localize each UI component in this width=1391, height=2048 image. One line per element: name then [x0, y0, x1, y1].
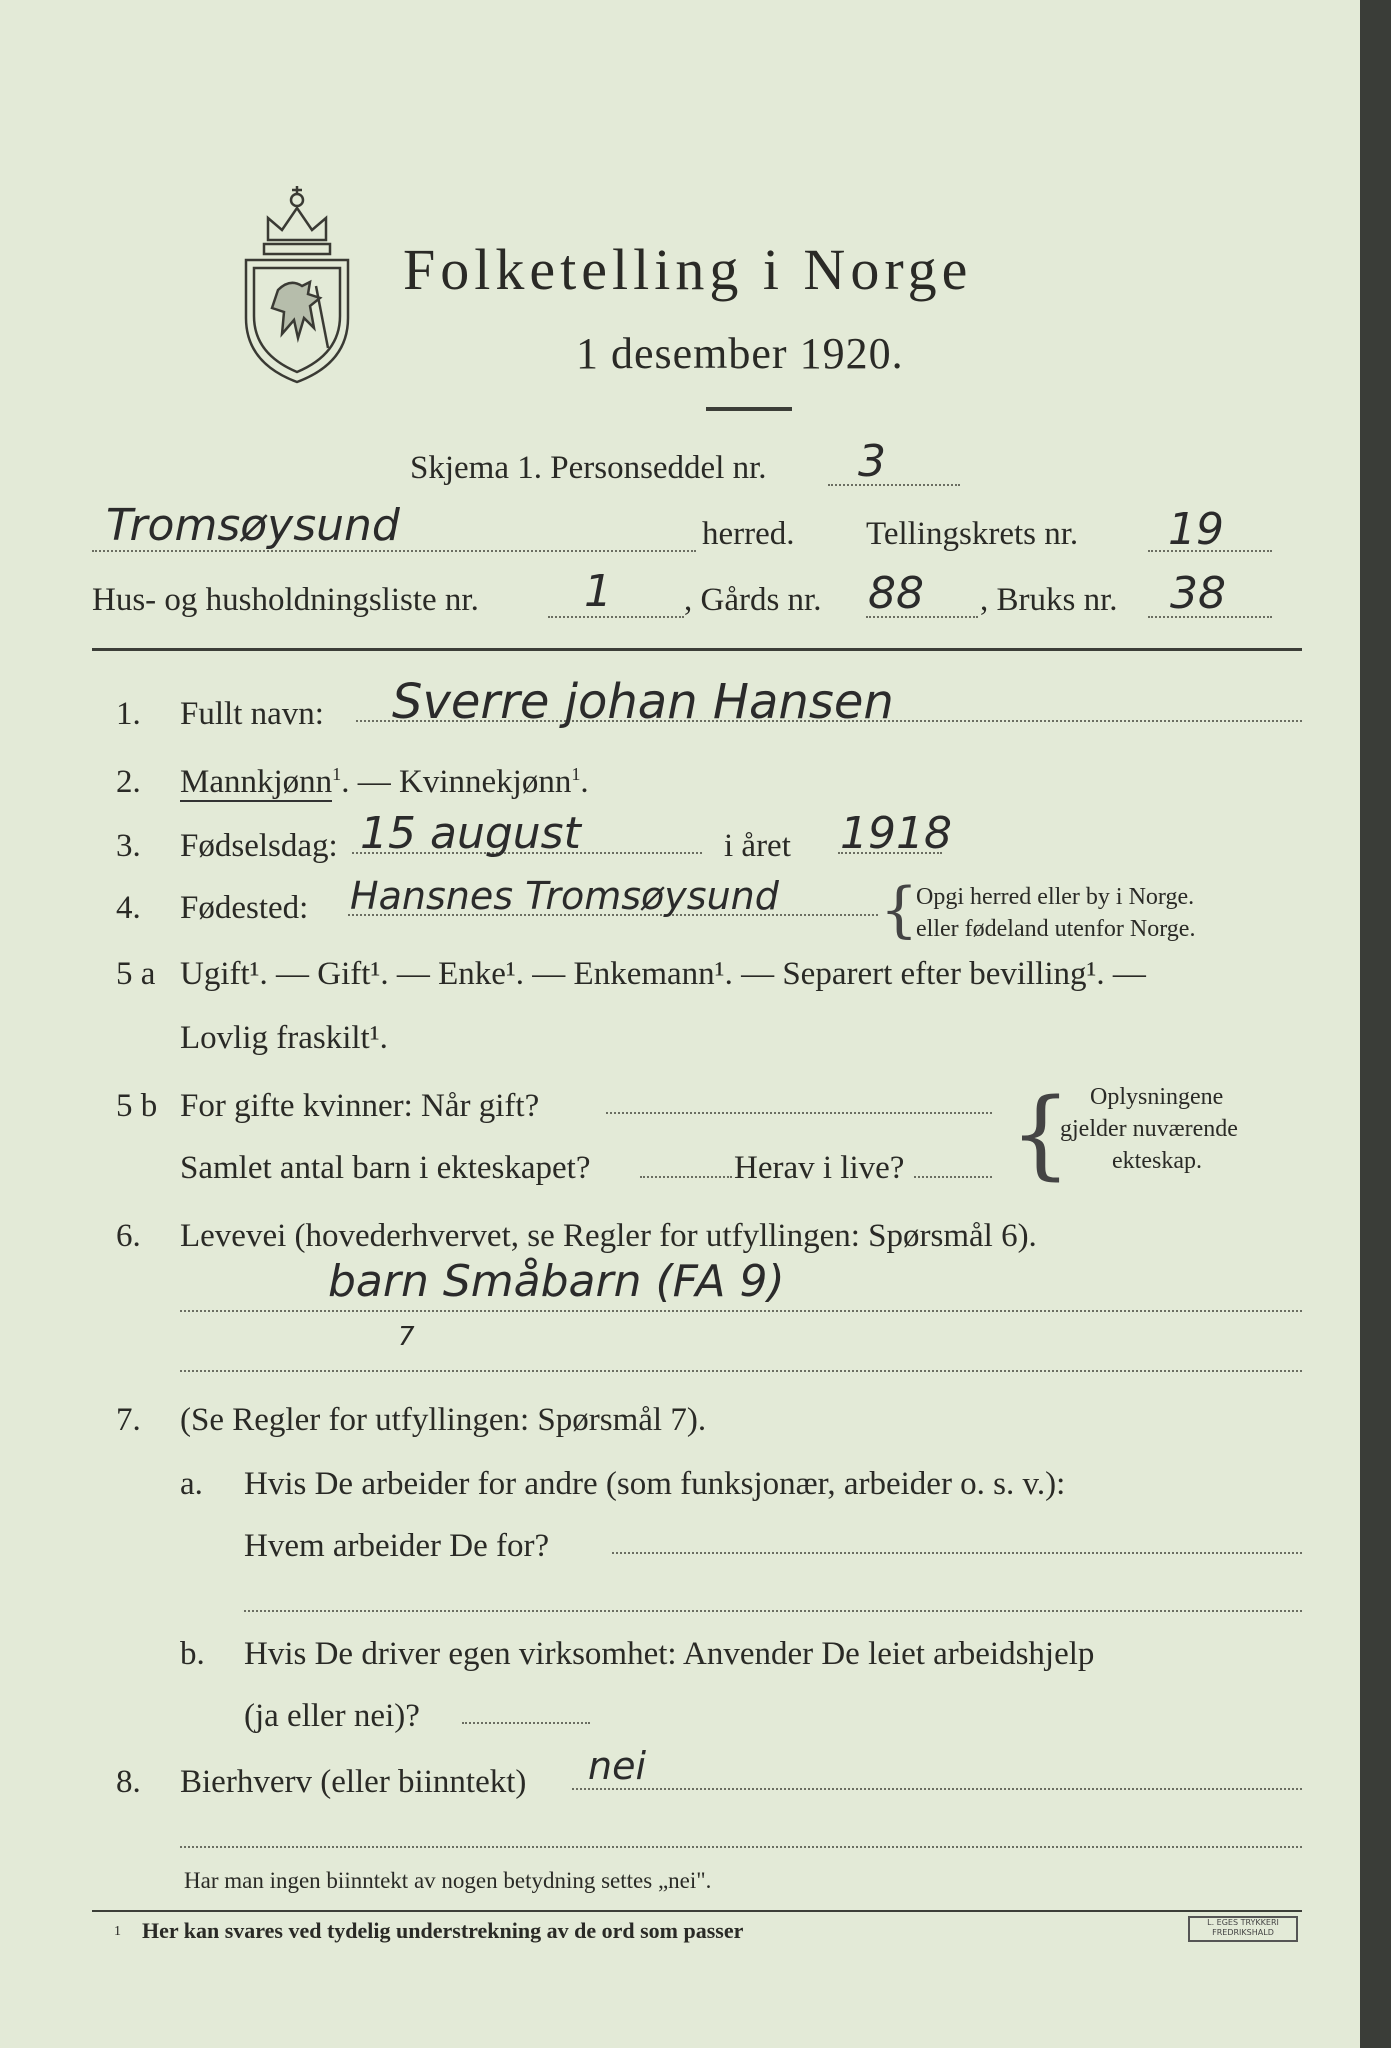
q4-brace: { — [880, 875, 919, 945]
q8-label: Bierhverv (eller biinntekt) — [180, 1764, 527, 1800]
q4-value: Hansnes Tromsøysund — [350, 874, 779, 918]
q5a-number: 5 a — [116, 956, 156, 992]
krets-label: Tellingskrets nr. — [866, 516, 1079, 552]
q5b-children-label: Samlet antal barn i ekteskapet? — [180, 1150, 591, 1186]
q7a-line-1 — [612, 1552, 1302, 1554]
q5a-text: Ugift¹. — Gift¹. — Enke¹. — Enkemann¹. — Separert efter bevilling¹. — — [180, 956, 1146, 992]
q8-line-1 — [572, 1788, 1302, 1790]
scan-edge — [1360, 0, 1391, 2048]
schema-number-line — [828, 484, 960, 486]
q5b-note-2: gjelder nuværende — [1060, 1116, 1238, 1142]
bruks-label: , Bruks nr. — [980, 582, 1118, 618]
footer-rule — [92, 1910, 1302, 1912]
section-rule — [92, 648, 1302, 651]
household-list-label: Hus- og husholdningsliste nr. — [92, 582, 479, 618]
household-list-line — [548, 616, 684, 618]
q6-line-1 — [180, 1310, 1302, 1312]
footnote-number: 1 — [114, 1924, 121, 1939]
q7a-text-2: Hvem arbeider De for? — [244, 1528, 550, 1564]
q8-line-2 — [180, 1846, 1302, 1848]
q5b-married-line — [606, 1112, 992, 1114]
title-divider — [706, 407, 792, 411]
q6-number: 6. — [116, 1218, 141, 1254]
krets-value: 19 — [1168, 504, 1224, 555]
q5b-alive-line — [914, 1176, 992, 1178]
form-title: Folketelling i Norge — [403, 237, 973, 302]
q2-text: Mannkjønn$^1$. — Kvinnekjønn$^1$. — [180, 764, 589, 800]
q3-value: 15 august — [360, 808, 581, 859]
q7b-text: Hvis De driver egen virksomhet: Anvender De leiet arbeidshjelp — [244, 1636, 1095, 1672]
q2-number: 2. — [116, 764, 141, 800]
q1-number: 1. — [116, 696, 141, 732]
municipality-name: Tromsøysund — [106, 500, 400, 551]
census-date: 1 desember 1920. — [576, 329, 904, 378]
q2-end: . — [580, 764, 589, 800]
q3-label: Fødselsdag: — [180, 828, 338, 864]
q4-note-2: eller fødeland utenfor Norge. — [916, 916, 1196, 942]
schema-number: 3 — [858, 436, 886, 487]
q5b-label: For gifte kvinner: Når gift? — [180, 1088, 540, 1124]
q3-year-label: i året — [724, 828, 791, 864]
q7a-line-2 — [244, 1610, 1302, 1612]
q5b-children-line — [640, 1176, 732, 1178]
q7a-letter: a. — [180, 1466, 203, 1502]
herred-label: herred. — [702, 516, 795, 552]
q4-label: Fødested: — [180, 890, 309, 926]
q7-number: 7. — [116, 1402, 141, 1438]
footnote-text: Her kan svares ved tydelig understrekning av de ord som passer — [142, 1918, 744, 1943]
q2-separator: . — — [341, 764, 399, 800]
q1-value: Sverre johan Hansen — [392, 674, 894, 730]
printer-stamp: L. EGES TRYKKERI FREDRIKSHALD — [1188, 1916, 1298, 1942]
q7b-text-2: (ja eller nei)? — [244, 1698, 420, 1734]
bruks-value: 38 — [1170, 568, 1226, 619]
q6-mark: 7 — [398, 1322, 415, 1352]
q8-value: nei — [588, 1744, 647, 1788]
q3-number: 3. — [116, 828, 141, 864]
q2-male: Mannkjønn — [180, 764, 333, 800]
q1-label: Fullt navn: — [180, 696, 324, 732]
q5b-note-1: Oplysningene — [1090, 1084, 1224, 1110]
q7b-line — [462, 1722, 590, 1724]
norwegian-coat-of-arms-icon — [238, 178, 356, 386]
q5b-number: 5 b — [116, 1088, 158, 1124]
q5a-text-2: Lovlig fraskilt¹. — [180, 1020, 388, 1056]
footer-note: Har man ingen biinntekt av nogen betydning settes „nei". — [184, 1868, 712, 1893]
q6-label: Levevei (hovederhvervet, se Regler for utfyllingen: Spørsmål 6). — [180, 1218, 1037, 1254]
q8-number: 8. — [116, 1764, 141, 1800]
q5b-alive-label: Herav i live? — [734, 1150, 905, 1186]
household-list-value: 1 — [584, 566, 612, 617]
q3-year-value: 1918 — [840, 808, 952, 859]
q5b-brace: { — [1010, 1078, 1072, 1190]
schema-label: Skjema 1. Personseddel nr. — [410, 450, 767, 486]
municipality-line — [92, 550, 696, 552]
gards-label: , Gårds nr. — [684, 582, 822, 618]
gards-value: 88 — [868, 568, 924, 619]
q7-label: (Se Regler for utfyllingen: Spørsmål 7). — [180, 1402, 707, 1438]
q6-value: barn Småbarn (FA 9) — [328, 1256, 785, 1307]
q4-note-1: Opgi herred eller by i Norge. — [916, 884, 1195, 910]
q7a-text: Hvis De arbeider for andre (som funksjonær, arbeider o. s. v.): — [244, 1466, 1066, 1502]
q2-female: Kvinnekjønn — [399, 764, 572, 800]
q6-line-2 — [180, 1370, 1302, 1372]
q7b-letter: b. — [180, 1636, 205, 1672]
q5b-note-3: ekteskap. — [1112, 1148, 1202, 1174]
q4-number: 4. — [116, 890, 141, 926]
